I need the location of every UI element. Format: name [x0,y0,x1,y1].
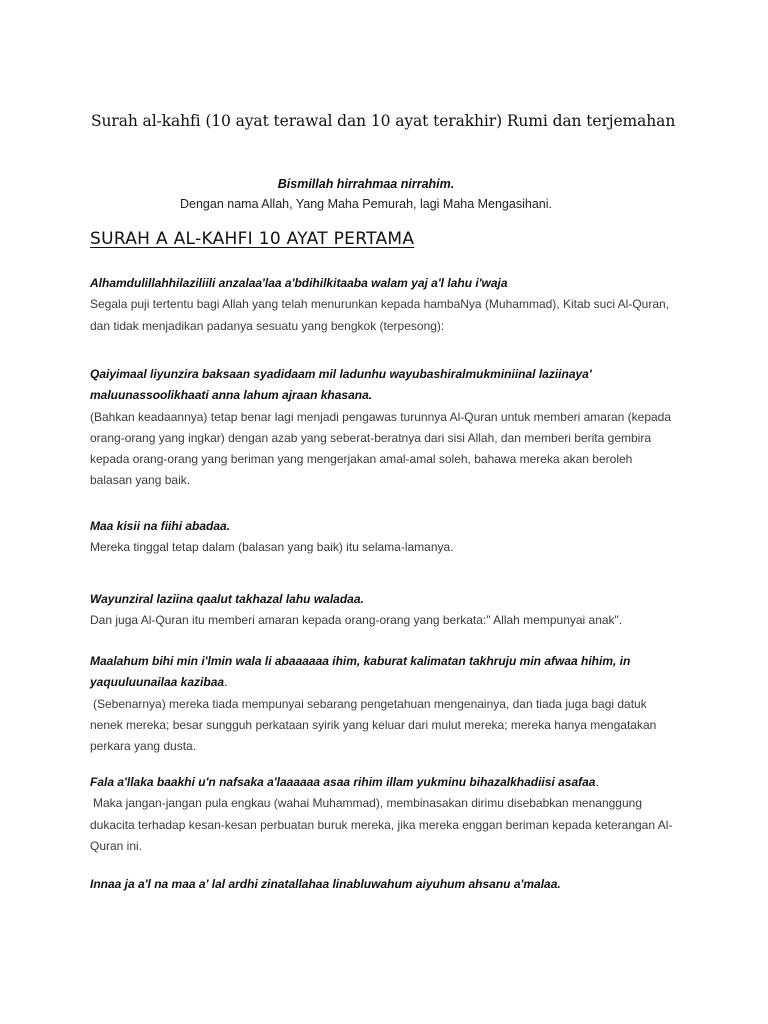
bismillah-translation: Dengan nama Allah, Yang Maha Pemurah, lagi Maha Mengasihani. [180,197,552,211]
verse-rumi-end: . [595,775,599,789]
verse-7 [90,874,675,895]
verse-translation: (Sebenarnya) mereka tiada mempunyai sebarang pengetahuan mengenainya, dan tiada juga bagi datuk nenek mereka; besar sungguh perkataan syirik yang keluar dari mulut mereka; mereka hanya mengatakan perkara yang dusta. [90,696,657,754]
verse-rumi [90,651,675,694]
verse-2 [90,364,675,492]
bismillah-block [90,174,642,214]
verse-rumi: Maa kisii na fiihi abadaa. [90,519,231,533]
verse-rumi: Innaa ja a'l na maa a' lal ardhi zinatallahaa linabluwahum aiyuhum ahsanu a'malaa. [90,877,561,891]
verse-translation: Segala puji tertentu bagi Allah yang telah menurunkan kepada hambaNya (Muhammad), Kitab suci Al-Quran, dan tidak menjadikan padanya sesuatu yang bengkok (terpesong): [90,297,670,333]
verse-1 [90,273,675,337]
verse-5 [90,651,675,757]
verse-rumi [90,772,675,793]
verse-rumi-text: Maalahum bihi min i'lmin wala li abaaaaaa ihim, kaburat kalimatan takhruju min afwaa hihim, in yaquuluunailaa kazibaa [90,654,631,690]
verse-rumi: Qaiyimaal liyunzira baksaan syadidaam mil ladunhu wayubashiralmukminiinal laziinaya' maluunassoolikhaati anna lahum ajraan khasana. [90,367,592,403]
verse-6 [90,772,675,857]
verse-translation: Mereka tinggal tetap dalam (balasan yang baik) itu selama-lamanya. [90,540,454,555]
verse-4 [90,589,675,632]
verse-rumi-text: Fala a'llaka baakhi u'n nafsaka a'laaaaaa asaa rihim illam yukminu bihazalkhadiisi asafaa [90,775,596,789]
document-title: Surah al-kahfi (10 ayat terawal dan 10 ayat terakhir) Rumi dan terjemahan [91,112,676,130]
verse-translation: Maka jangan-jangan pula engkau (wahai Muhammad), membinasakan dirimu disebabkan menanggung dukacita terhadap kesan-kesan perbuatan buruk mereka, jika mereka enggan beriman kepada keterangan Al-Quran ini. [90,796,673,853]
verse-rumi: Wayunziral laziina qaalut takhazal lahu waladaa. [90,592,364,606]
verse-translation: Dan juga Al-Quran itu memberi amaran kepada orang-orang yang berkata:" Allah mempunyai anak". [90,613,623,628]
verse-translation: (Bahkan keadaannya) tetap benar lagi menjadi pengawas turunnya Al-Quran untuk memberi amaran (kepada orang-orang yang ingkar) dengan azab yang seberat-beratnya dari sisi Allah, dan memberi berita gembira kepada orang-orang yang beriman yang mengerjakan amal-amal soleh, bahawa mereka akan beroleh balasan yang baik. [90,409,672,488]
verse-rumi: Alhamdulillahhilaziliili anzalaa'laa a'bdihilkitaaba walam yaj a'l lahu i'waja [90,276,508,290]
section-heading: SURAH A AL-KAHFI 10 AYAT PERTAMA [90,229,415,249]
bismillah-rumi: Bismillah hirrahmaa nirrahim. [277,177,455,191]
verse-3 [90,516,675,559]
verse-rumi-end: . [224,675,228,690]
